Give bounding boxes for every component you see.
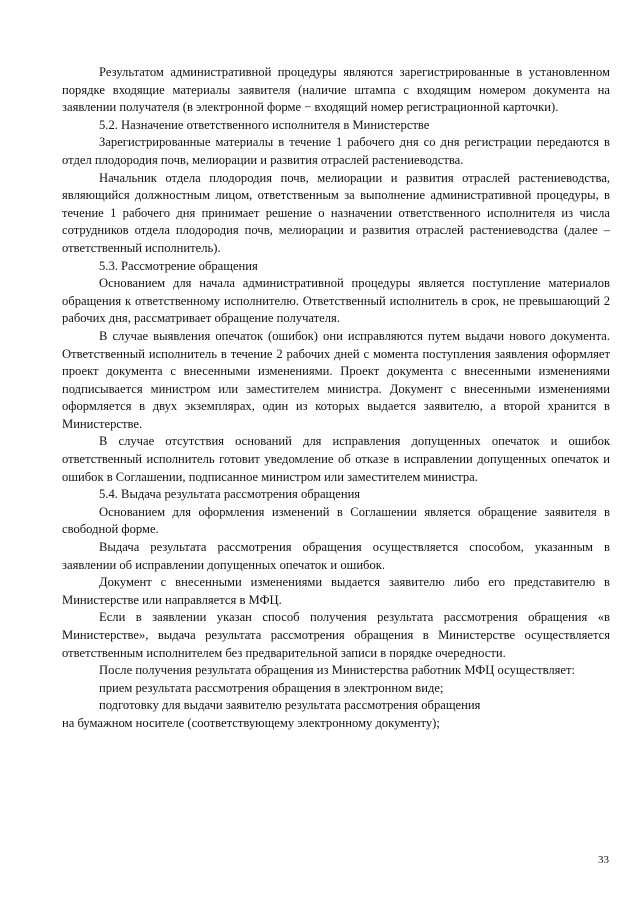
section-heading-5-2: 5.2. Назначение ответственного исполнителя в Министерстве	[99, 117, 430, 132]
list-item-paper-preparation: подготовку для выдачи заявителю результата рассмотрения обращения	[99, 698, 481, 713]
paragraph-registration-result: Результатом административной процедуры являются зарегистрированные в установленном порядке входящие материалы заявителя (наличие штампа с входящим номером документа на заявлении получателя (в электронной форме − входящий номер регистрационной карточки).	[62, 65, 610, 115]
section-heading-5-3: 5.3. Рассмотрение обращения	[99, 258, 258, 273]
document-body	[62, 64, 610, 733]
paragraph-refusal-notice: В случае отсутствия оснований для исправления допущенных опечаток и ошибок ответственный исполнитель готовит уведомление об отказе в исправлении допущенных опечаток и ошибок в Соглашении, подписанное министром или заместителем министра.	[62, 434, 610, 484]
paragraph-typo-correction: В случае выявления опечаток (ошибок) они исправляются путем выдачи нового документа. Ответственный исполнитель в течение 2 рабочих дней с момента поступления заявления оформляет проект документа с внесенными изменениями. Проект документа с внесенными изменениями подписывается министром или заместителем министра. Документ с внесенными изменениями оформляется в двух экземплярах, один из которых выдается заявителю, а второй хранится в Министерстве.	[62, 328, 610, 431]
list-item-paper-preparation-continued: на бумажном носителе (соответствующему электронному документу);	[62, 715, 440, 730]
paragraph-review-basis: Основанием для начала административной процедуры является поступление материалов обращения к ответственному исполнителю. Ответственный исполнитель в срок, не превышающий 2 рабочих дня, рассматривает обращение получателя.	[62, 276, 610, 326]
paragraph-department-head-decision: Начальник отдела плодородия почв, мелиорации и развития отраслей растениеводства, являющийся должностным лицом, ответственным за выполнение административной процедуры, в течение 1 рабочего дня принимает решение о назначении ответственного исполнителя из числа сотрудников отдела плодородия почв, мелиорации и развития отраслей растениеводства (далее – ответственный исполнитель).	[62, 170, 610, 255]
paragraph-change-basis: Основанием для оформления изменений в Соглашении является обращение заявителя в свободной форме.	[62, 504, 610, 537]
paragraph-mfc-worker-actions: После получения результата обращения из Министерства работник МФЦ осуществляет:	[99, 663, 576, 678]
paragraph-result-delivery-method: Выдача результата рассмотрения обращения осуществляется способом, указанным в заявлении об исправлении допущенных опечаток и ошибок.	[62, 540, 610, 572]
paragraph-document-issued: Документ с внесенными изменениями выдается заявителю либо его представителю в Министерстве или направляется в МФЦ.	[62, 575, 610, 607]
paragraph-materials-transfer: Зарегистрированные материалы в течение 1 рабочего дня со дня регистрации передаются в отдел плодородия почв, мелиорации и развития отраслей растениеводства.	[62, 135, 610, 167]
page-number: 33	[598, 854, 609, 866]
section-heading-5-4: 5.4. Выдача результата рассмотрения обращения	[99, 487, 361, 502]
list-item-electronic-receipt: прием результата рассмотрения обращения в электронном виде;	[99, 680, 444, 695]
paragraph-ministry-pickup: Если в заявлении указан способ получения результата рассмотрения обращения «в Министерстве», выдача результата рассмотрения обращения в Министерстве осуществляется ответственным исполнителем без предварительной записи в порядке очередности.	[62, 610, 610, 660]
